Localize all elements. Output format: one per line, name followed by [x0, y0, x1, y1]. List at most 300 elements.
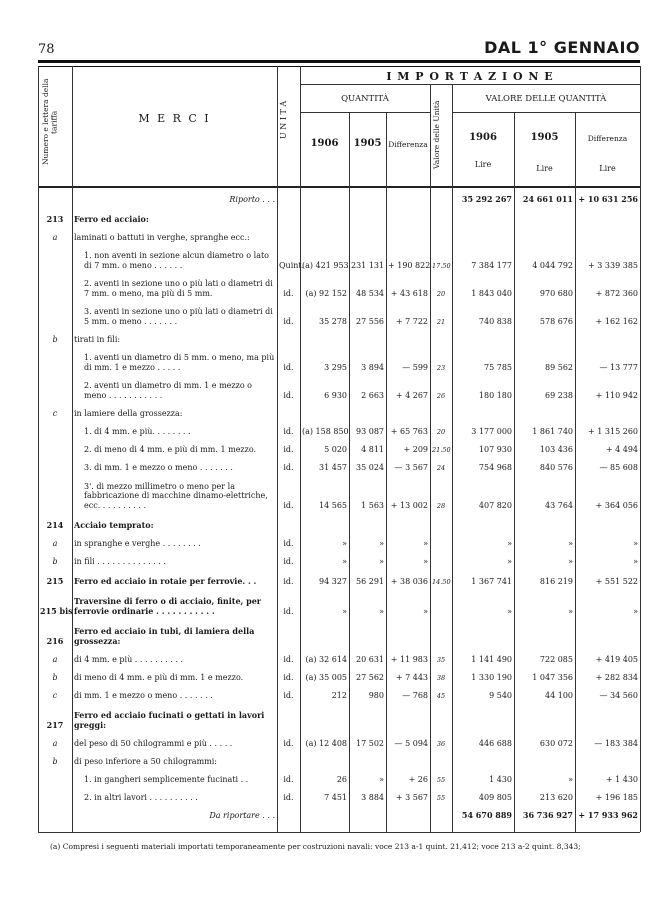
cell-unit	[277, 186, 300, 204]
cell-unit	[277, 224, 300, 242]
table-row	[38, 186, 640, 204]
cell-quantity-1906: 212	[331, 691, 347, 700]
cell-value-difference	[575, 616, 640, 646]
cell-description: 3'. di mezzo millimetro o meno per la fabbricazione di macchine dinamo-elettriche, ecc. . . . . . . . . .	[84, 481, 268, 510]
table-row	[38, 472, 640, 510]
cell-value-1905: 1 861 740	[532, 427, 573, 436]
cell-unit-value	[430, 326, 452, 344]
cell-description: 1. aventi un diametro di 5 mm. o meno, ma più di mm. 1 e mezzo . . . . .	[84, 353, 275, 372]
cell-unit-value	[430, 700, 452, 730]
cell-quantity-1905: »	[379, 607, 384, 616]
cell-quantity-1906	[300, 616, 349, 646]
cell-quantity-1905	[349, 700, 386, 730]
cell-quantity-difference: »	[423, 557, 428, 566]
cell-quantity-1906	[300, 748, 349, 766]
cell-quantity-difference	[386, 510, 430, 530]
header-v-diff: Differenza	[587, 134, 628, 143]
cell-description: Da riportare . . .	[209, 810, 275, 820]
cell-description: Riporto . . .	[229, 194, 275, 204]
cell-quantity-difference: »	[423, 539, 428, 548]
cell-value-difference: + 551 522	[595, 577, 638, 586]
cell-unit-value	[430, 616, 452, 646]
cell-tariff-number	[38, 436, 72, 454]
cell-value-difference	[575, 204, 640, 224]
cell-tariff-number	[38, 418, 72, 436]
cell-value-1905	[514, 204, 575, 224]
cell-description: Ferro ed acciaio fucinati o gettati in lavori greggi:	[74, 710, 265, 730]
cell-quantity-1906: 3 295	[324, 363, 347, 372]
cell-value-1905: 213 620	[539, 793, 573, 802]
cell-quantity-1905	[349, 616, 386, 646]
page-heading: DAL 1° GENNAIO	[484, 38, 640, 57]
cell-value-1906: 3 177 000	[471, 427, 512, 436]
bottom-rule	[38, 832, 640, 833]
cell-unit-value	[430, 748, 452, 766]
cell-quantity-1905	[349, 326, 386, 344]
cell-quantity-difference: + 38 036	[390, 577, 428, 586]
cell-quantity-difference: + 43 618	[390, 289, 428, 298]
cell-quantity-1905	[349, 224, 386, 242]
header-unita: U N I T À	[279, 100, 288, 140]
cell-quantity-1905	[349, 204, 386, 224]
cell-quantity-difference	[386, 204, 430, 224]
cell-description: Acciaio temprato:	[74, 519, 154, 530]
cell-unit	[277, 802, 300, 820]
cell-unit-value	[430, 586, 452, 616]
cell-quantity-difference: — 3 567	[394, 463, 428, 472]
table-row	[38, 454, 640, 472]
cell-unit-value: 55	[436, 794, 446, 802]
cell-unit-value	[430, 548, 452, 566]
cell-quantity-1906	[300, 186, 349, 204]
cell-description: del peso di 50 chilogrammi e più . . . . .	[74, 738, 233, 748]
cell-quantity-1905: »	[379, 557, 384, 566]
table-row	[38, 566, 640, 586]
cell-description: Ferro ed acciaio:	[74, 213, 149, 224]
header-importazione: I M P O R T A Z I O N E	[386, 70, 554, 83]
table-row	[38, 682, 640, 700]
cell-value-1905	[514, 400, 575, 418]
cell-tariff-number	[38, 766, 72, 784]
cell-value-difference: + 162 162	[595, 317, 638, 326]
cell-description: di 4 mm. e più . . . . . . . . . .	[74, 654, 184, 664]
cell-value-difference	[575, 748, 640, 766]
footnote: (a) Compresi i seguenti materiali importati temporaneamente per costruzioni navali: voce 213 a-1 quint. 21,412; voce 213 a-2 quint. 8,343;	[50, 842, 581, 851]
table-row	[38, 766, 640, 784]
cell-quantity-difference	[386, 224, 430, 242]
cell-quantity-difference: + 26	[408, 775, 428, 784]
cell-description: in lamiere della grossezza:	[74, 408, 183, 418]
cell-unit-value	[430, 186, 452, 204]
cell-quantity-1906: (a) 158 850	[302, 427, 349, 436]
cell-description: di meno di 4 mm. e più di mm. 1 e mezzo.	[74, 672, 244, 682]
cell-tariff-number: b	[52, 673, 58, 682]
cell-quantity-difference: + 4 267	[395, 391, 428, 400]
cell-value-1906: 1 141 490	[471, 655, 512, 664]
header-lire-diff: Lire	[599, 164, 616, 173]
cell-tariff-number: 215	[46, 576, 64, 586]
cell-value-difference: + 282 834	[595, 673, 638, 682]
cell-value-1906: 54 670 889	[461, 810, 512, 820]
cell-value-1906	[452, 400, 514, 418]
top-rule	[38, 60, 640, 63]
cell-value-difference: + 196 185	[595, 793, 638, 802]
header-q-1905: 1905	[353, 138, 382, 149]
cell-unit-value: 21	[436, 318, 446, 326]
cell-quantity-1906: 35 278	[319, 317, 347, 326]
cell-value-1906: 9 540	[489, 691, 512, 700]
cell-quantity-difference: + 13 002	[390, 501, 428, 510]
cell-value-1906: 75 785	[484, 363, 512, 372]
cell-description: in spranghe e verghe . . . . . . . .	[74, 538, 201, 548]
cell-quantity-1905	[349, 400, 386, 418]
cell-quantity-difference	[386, 802, 430, 820]
cell-value-1906	[452, 616, 514, 646]
cell-value-1905	[514, 616, 575, 646]
cell-unit: id.	[283, 317, 294, 326]
table-row	[38, 326, 640, 344]
cell-unit: id.	[283, 607, 294, 616]
cell-tariff-number: b	[52, 557, 58, 566]
cell-quantity-1905: 980	[368, 691, 384, 700]
cell-quantity-1906: (a) 421 953	[302, 261, 349, 270]
cell-description: 1. in gangheri semplicemente fucinati . .	[84, 774, 249, 784]
cell-description: 3. di mm. 1 e mezzo o meno . . . . . . .	[84, 462, 233, 472]
header-lire-1905: Lire	[536, 164, 553, 173]
header-valore-quantita: VALORE DELLE QUANTITÀ	[485, 94, 607, 104]
cell-quantity-difference: — 768	[402, 691, 428, 700]
cell-value-1905: 89 562	[545, 363, 573, 372]
cell-quantity-1906: »	[342, 607, 347, 616]
cell-unit: id.	[283, 463, 294, 472]
cell-unit: id.	[283, 363, 294, 372]
cell-value-1906: 407 820	[478, 501, 512, 510]
cell-value-difference: + 1 430	[605, 775, 638, 784]
cell-value-difference: — 13 777	[599, 363, 638, 372]
cell-quantity-difference: + 3 567	[395, 793, 428, 802]
cell-quantity-1905: »	[379, 539, 384, 548]
cell-unit: id.	[283, 391, 294, 400]
cell-description: 1. non aventi in sezione alcun diametro o lato di 7 mm. o meno . . . . . .	[84, 251, 269, 270]
cell-value-1905: 840 576	[539, 463, 573, 472]
cell-value-1905: 24 661 011	[522, 194, 573, 204]
table-row	[38, 586, 640, 616]
top-rule-thin	[38, 66, 640, 67]
header-v-1906: 1906	[469, 132, 497, 143]
cell-value-difference	[575, 700, 640, 730]
cell-description: Traversine di ferro o di acciaio, finite, per ferrovie ordinarie . . . . . . . . . . .	[74, 596, 262, 616]
cell-quantity-1905	[349, 186, 386, 204]
cell-tariff-number: c	[52, 409, 58, 418]
cell-quantity-1905: 3 894	[361, 363, 384, 372]
cell-tariff-number	[38, 186, 72, 204]
cell-quantity-1905: 27 556	[356, 317, 384, 326]
cell-value-difference: + 17 933 962	[578, 810, 638, 820]
cell-unit: id.	[283, 539, 294, 548]
cell-quantity-1905: 17 502	[356, 739, 384, 748]
cell-unit-value: 20	[436, 290, 446, 298]
cell-value-1906: 180 180	[478, 391, 512, 400]
cell-value-difference	[575, 326, 640, 344]
cell-value-difference: »	[633, 557, 638, 566]
header-q-diff: Differenza	[388, 140, 428, 149]
header-merci: M E R C I	[138, 112, 211, 125]
cell-tariff-number: 213	[46, 214, 64, 224]
cell-tariff-number: 216	[46, 636, 64, 646]
cell-quantity-difference: — 5 094	[394, 739, 428, 748]
header-lire-1906: Lire	[474, 160, 492, 169]
cell-quantity-1906: (a) 32 614	[305, 655, 347, 664]
cell-value-1906	[452, 204, 514, 224]
cell-quantity-1906: 26	[336, 775, 347, 784]
table-row	[38, 344, 640, 372]
cell-unit-value: 36	[436, 740, 446, 748]
cell-tariff-number	[38, 298, 72, 326]
cell-value-1906: 409 805	[478, 793, 512, 802]
cell-value-1905	[514, 748, 575, 766]
cell-tariff-number	[38, 454, 72, 472]
cell-description: 2. aventi un diametro di mm. 1 e mezzo o meno . . . . . . . . . . .	[84, 381, 252, 400]
cell-unit-value: 23	[436, 364, 446, 372]
cell-quantity-1905	[349, 802, 386, 820]
cell-description: 3. aventi in sezione uno o più lati o diametri di 5 mm. o meno . . . . . . .	[84, 307, 273, 326]
cell-quantity-1905: 48 534	[356, 289, 384, 298]
cell-tariff-number: c	[52, 691, 58, 700]
cell-tariff-number: 217	[46, 720, 64, 730]
cell-tariff-number: a	[52, 539, 58, 548]
cell-unit	[277, 400, 300, 418]
cell-quantity-1905: 1 563	[361, 501, 384, 510]
cell-quantity-difference: + 11 983	[390, 655, 428, 664]
cell-description: 2. di meno di 4 mm. e più di mm. 1 mezzo.	[84, 444, 257, 454]
cell-value-difference: »	[633, 539, 638, 548]
header-v-1905: 1905	[530, 132, 559, 143]
cell-quantity-1906: (a) 92 152	[305, 289, 347, 298]
cell-quantity-1906	[300, 400, 349, 418]
cell-unit: id.	[283, 289, 294, 298]
cell-quantity-1905: 35 024	[356, 463, 384, 472]
cell-quantity-difference	[386, 186, 430, 204]
cell-description: tirati in fili:	[74, 334, 121, 344]
cell-value-difference	[575, 510, 640, 530]
table-row	[38, 418, 640, 436]
cell-quantity-difference: — 599	[402, 363, 428, 372]
cell-value-1905: 970 680	[539, 289, 573, 298]
cell-description: laminati o battuti in verghe, spranghe ecc.:	[74, 232, 250, 242]
cell-quantity-1905: 93 087	[356, 427, 384, 436]
cell-quantity-1906	[300, 224, 349, 242]
cell-unit-value: 17.50	[432, 262, 451, 270]
cell-quantity-1905: 20 631	[356, 655, 384, 664]
cell-tariff-number	[38, 372, 72, 400]
cell-unit: id.	[283, 501, 294, 510]
cell-quantity-1906	[300, 204, 349, 224]
cell-unit-value: 45	[436, 692, 446, 700]
cell-value-1905: 44 100	[545, 691, 573, 700]
cell-description: di mm. 1 e mezzo o meno . . . . . . .	[74, 690, 213, 700]
cell-value-difference: — 183 384	[594, 739, 638, 748]
table-row	[38, 616, 640, 646]
cell-tariff-number	[38, 344, 72, 372]
cell-value-1905: »	[568, 539, 573, 548]
cell-unit: id.	[283, 427, 294, 436]
cell-value-1906: 754 968	[478, 463, 512, 472]
cell-value-1905: 4 044 792	[532, 261, 573, 270]
cell-value-1906: 1 430	[489, 775, 512, 784]
cell-quantity-1905: 2 663	[361, 391, 384, 400]
cell-quantity-1905	[349, 748, 386, 766]
cell-quantity-1906: 31 457	[319, 463, 347, 472]
cell-quantity-difference: + 65 763	[390, 427, 428, 436]
table-row	[38, 298, 640, 326]
cell-value-1906: 446 688	[478, 739, 512, 748]
cell-value-difference: + 110 942	[595, 391, 638, 400]
table-row	[38, 748, 640, 766]
table-row	[38, 270, 640, 298]
cell-value-difference: + 1 315 260	[588, 427, 638, 436]
table-row	[38, 700, 640, 730]
cell-quantity-1905: 231 131	[351, 261, 385, 270]
cell-unit: id.	[283, 673, 294, 682]
cell-value-difference: + 872 360	[595, 289, 638, 298]
cell-unit-value: 28	[436, 502, 446, 510]
table-row	[38, 802, 640, 820]
cell-description: 2. in altri lavori . . . . . . . . . .	[84, 792, 198, 802]
cell-value-1905: »	[568, 775, 573, 784]
cell-unit-value	[430, 510, 452, 530]
cell-quantity-difference: + 209	[403, 445, 428, 454]
cell-quantity-1906: 94 327	[319, 577, 347, 586]
cell-value-1906	[452, 748, 514, 766]
cell-unit-value: 38	[436, 674, 446, 682]
cell-quantity-1906	[300, 700, 349, 730]
cell-tariff-number	[38, 242, 72, 270]
cell-quantity-difference	[386, 700, 430, 730]
cell-unit-value: 21.50	[432, 446, 451, 454]
cell-value-1906: 35 292 267	[461, 194, 512, 204]
import-table	[38, 186, 640, 820]
cell-quantity-difference: + 7 443	[395, 673, 428, 682]
cell-tariff-number: a	[52, 233, 58, 242]
cell-description: di peso inferiore a 50 chilogrammi:	[74, 756, 217, 766]
cell-value-1906: »	[507, 607, 512, 616]
cell-value-difference	[575, 224, 640, 242]
cell-value-1905: 69 238	[545, 391, 573, 400]
cell-unit: id.	[283, 739, 294, 748]
cell-value-1906: 107 930	[478, 445, 512, 454]
table-row	[38, 242, 640, 270]
cell-value-1905: 36 736 927	[522, 810, 573, 820]
cell-value-1905: »	[568, 557, 573, 566]
cell-quantity-difference	[386, 326, 430, 344]
cell-unit: id.	[283, 793, 294, 802]
table-row	[38, 204, 640, 224]
cell-value-1906: 740 838	[478, 317, 512, 326]
cell-tariff-number	[38, 472, 72, 510]
cell-tariff-number: 214	[46, 520, 64, 530]
cell-unit-value: 26	[436, 392, 446, 400]
table-row	[38, 646, 640, 664]
cell-unit-value: 35	[436, 656, 446, 664]
cell-unit-value: 24	[436, 464, 446, 472]
table-row	[38, 530, 640, 548]
cell-value-difference: — 85 608	[599, 463, 638, 472]
cell-value-1906: »	[507, 539, 512, 548]
cell-unit-value	[430, 530, 452, 548]
cell-unit	[277, 748, 300, 766]
cell-value-1905: 43 764	[545, 501, 573, 510]
cell-value-difference: »	[633, 607, 638, 616]
cell-quantity-1906: »	[342, 539, 347, 548]
cell-quantity-1906: 5 020	[324, 445, 347, 454]
table-row	[38, 510, 640, 530]
table-row	[38, 664, 640, 682]
cell-description: in fili . . . . . . . . . . . . . .	[74, 556, 166, 566]
cell-unit	[277, 700, 300, 730]
cell-tariff-number: b	[52, 757, 58, 766]
cell-unit-value	[430, 204, 452, 224]
cell-unit	[277, 616, 300, 646]
cell-unit-value: 14.50	[432, 578, 451, 586]
cell-value-difference: + 3 339 385	[588, 261, 638, 270]
table-row	[38, 730, 640, 748]
cell-unit	[277, 204, 300, 224]
table-row	[38, 224, 640, 242]
cell-value-1906	[452, 224, 514, 242]
table-row	[38, 548, 640, 566]
table-row	[38, 784, 640, 802]
cell-description: Ferro ed acciaio in rotaie per ferrovie. . .	[74, 575, 257, 586]
cell-quantity-difference	[386, 748, 430, 766]
cell-unit-value	[430, 224, 452, 242]
header-valore-unita: Valore delle Unità	[432, 100, 441, 170]
cell-quantity-1905: 4 811	[361, 445, 384, 454]
cell-value-1905: 1 047 356	[532, 673, 573, 682]
cell-value-1905: »	[568, 607, 573, 616]
cell-quantity-1905	[349, 510, 386, 530]
cell-quantity-1906	[300, 802, 349, 820]
cell-tariff-number	[38, 802, 72, 820]
cell-tariff-number: b	[52, 335, 58, 344]
cell-tariff-number	[38, 784, 72, 802]
cell-description: Ferro ed acciaio in tubi, di lamiera della grossezza:	[74, 626, 255, 646]
cell-value-1905: 630 072	[539, 739, 573, 748]
cell-value-1905	[514, 326, 575, 344]
cell-unit: id.	[283, 577, 294, 586]
cell-quantity-1906: (a) 35 005	[305, 673, 347, 682]
cell-quantity-1905: 56 291	[356, 577, 384, 586]
table-row	[38, 400, 640, 418]
cell-quantity-difference: »	[423, 607, 428, 616]
table-row	[38, 436, 640, 454]
cell-quantity-1905: »	[379, 775, 384, 784]
cell-tariff-number: a	[52, 655, 58, 664]
cell-description: 2. aventi in sezione uno o più lati o diametri di 7 mm. o meno, ma più di 5 mm.	[84, 279, 273, 298]
cell-quantity-1906	[300, 510, 349, 530]
cell-value-1905	[514, 224, 575, 242]
cell-value-1905	[514, 700, 575, 730]
cell-quantity-1906: 14 565	[319, 501, 347, 510]
cell-unit: id.	[283, 655, 294, 664]
cell-value-difference	[575, 400, 640, 418]
cell-value-difference: + 364 056	[595, 501, 638, 510]
cell-value-1906: 1 367 741	[471, 577, 512, 586]
cell-value-1905: 578 676	[539, 317, 573, 326]
cell-value-1906: »	[507, 557, 512, 566]
cell-unit: id.	[283, 775, 294, 784]
cell-value-difference: + 419 405	[595, 655, 638, 664]
cell-tariff-number	[38, 270, 72, 298]
